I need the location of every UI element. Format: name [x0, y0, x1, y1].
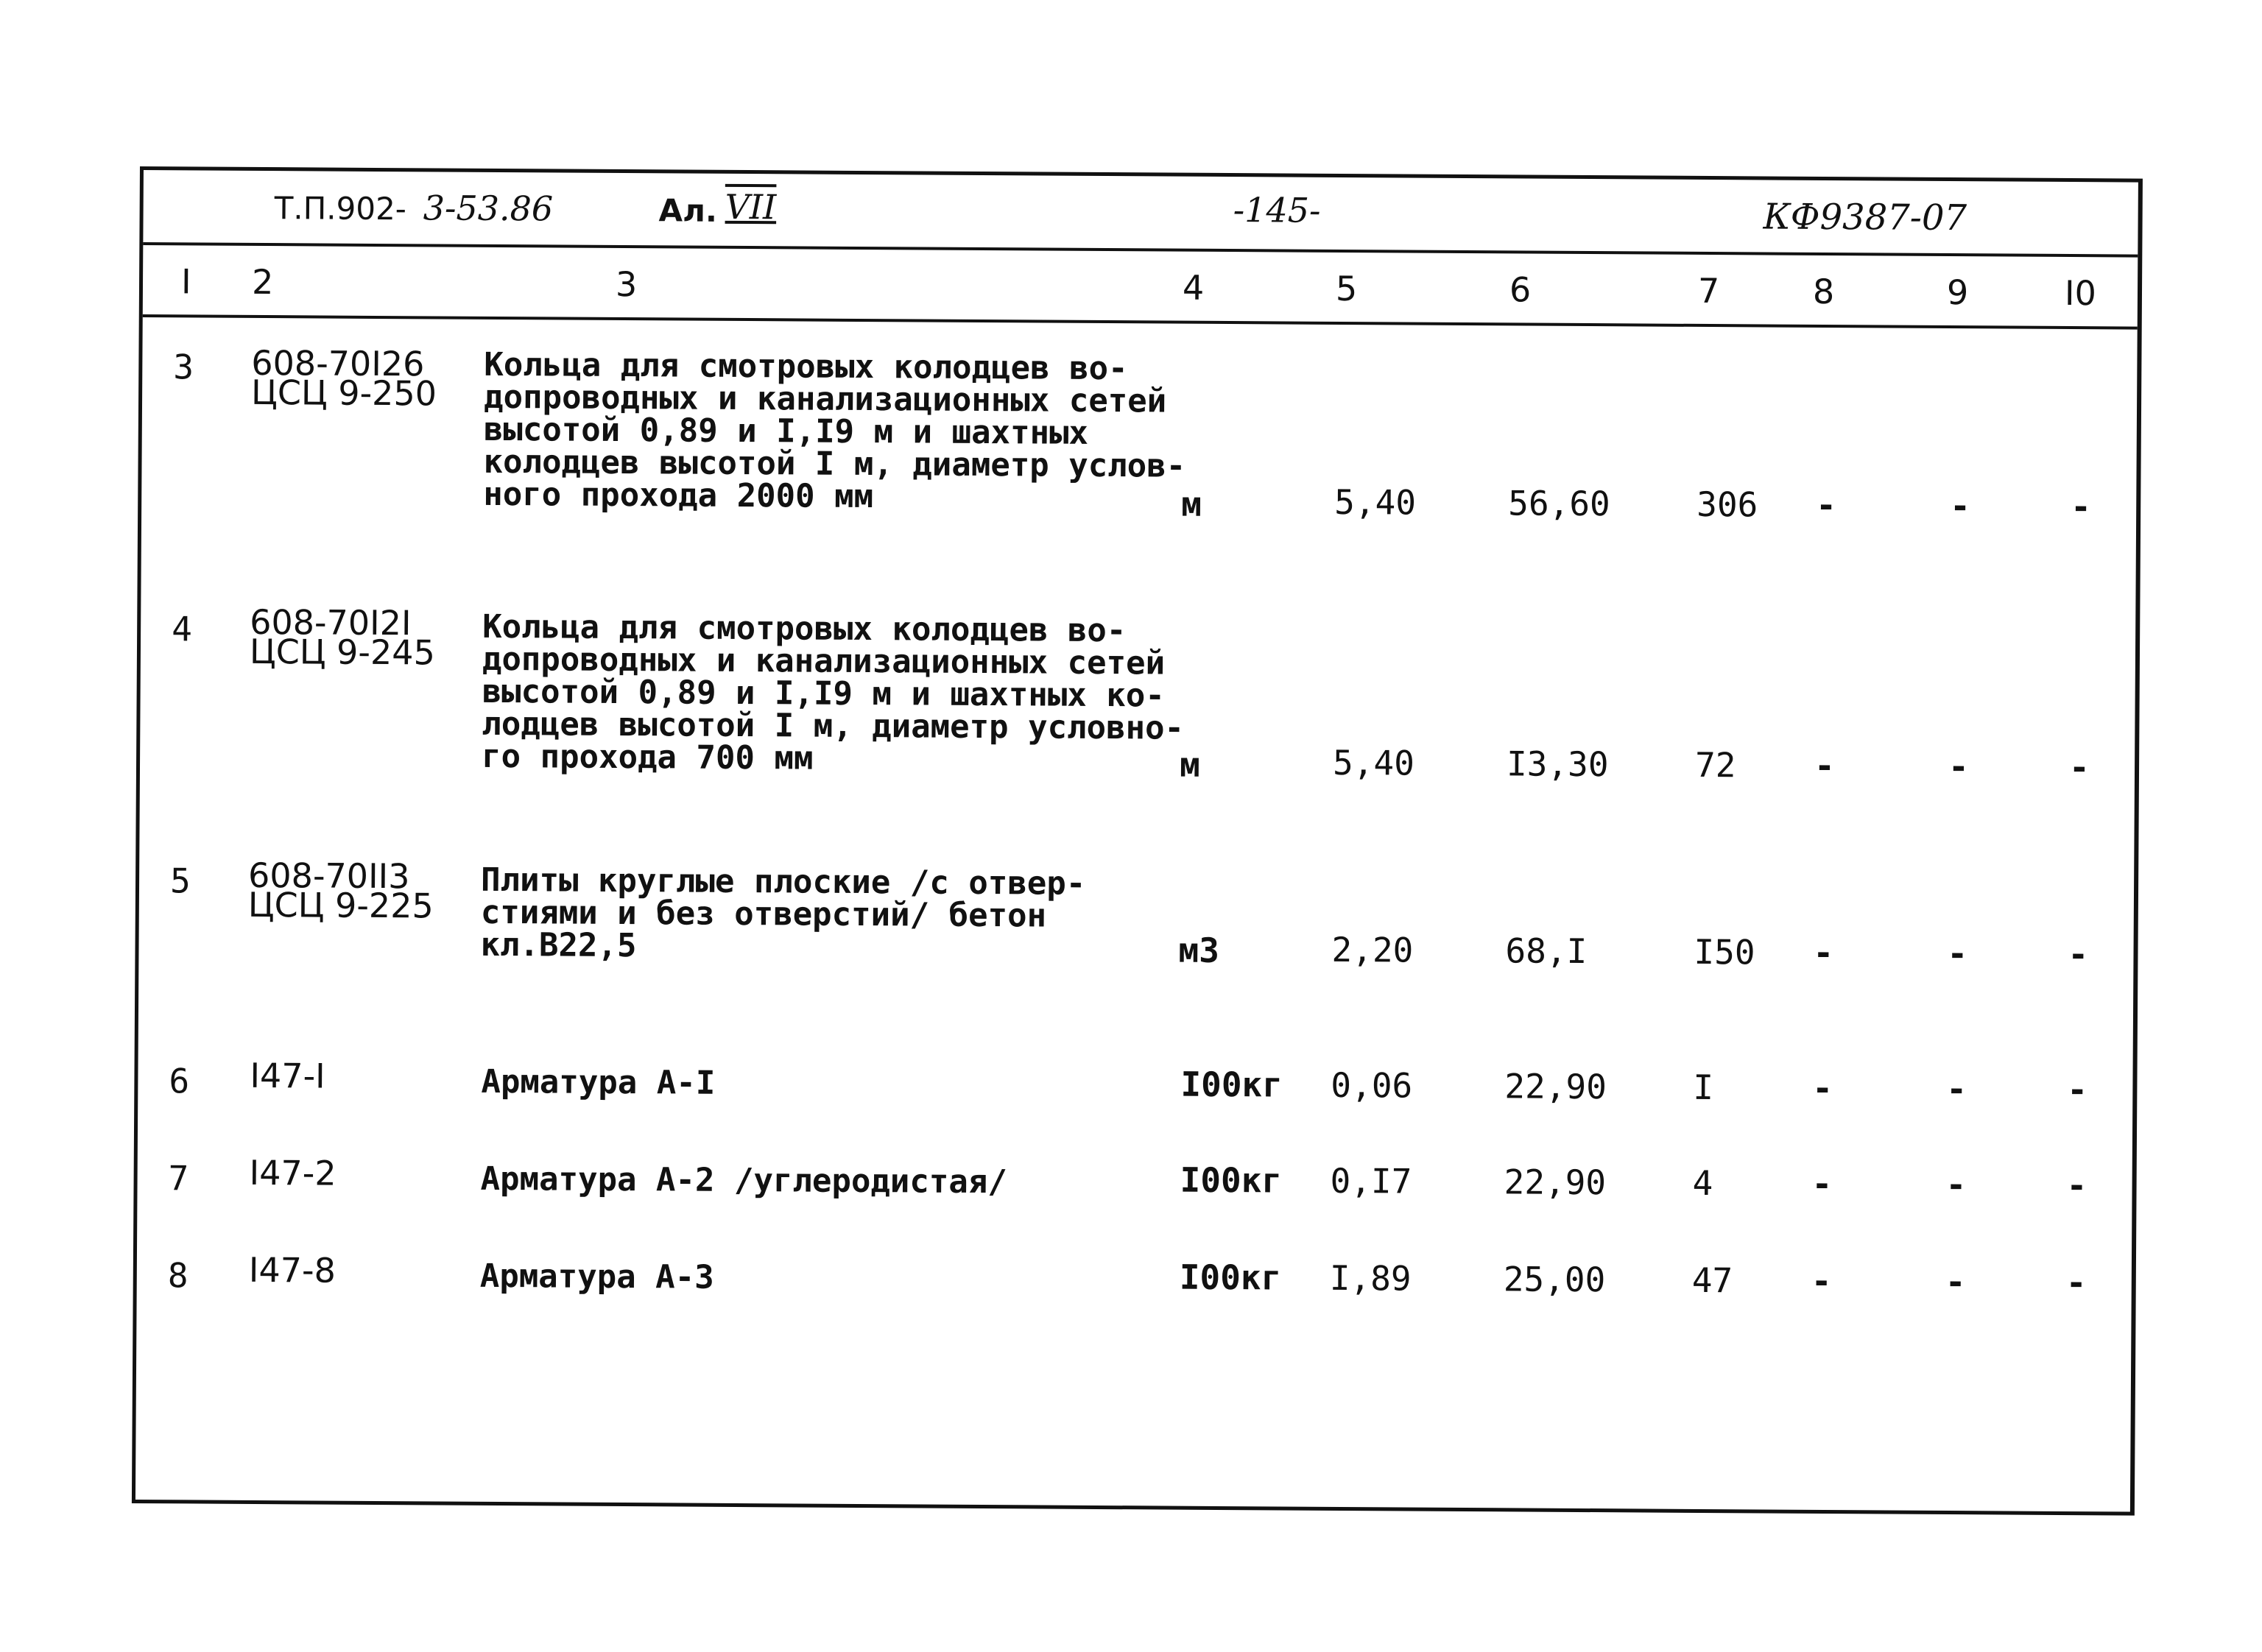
row-number: 6 [169, 1061, 190, 1101]
value-cell: 306 [1696, 484, 1758, 525]
col-header-2: 2 [251, 261, 274, 303]
description-line: го прохода 700 мм [481, 737, 814, 777]
table-frame [132, 166, 2143, 1516]
row-number: 3 [173, 347, 194, 387]
album-number: VII [725, 186, 777, 227]
description-line: Кольца для смотровых колодцев во- [484, 345, 1128, 388]
empty-cell-dash: - [1811, 1163, 1833, 1204]
position-code: I47-I [250, 1055, 325, 1096]
position-code: 608-70I26 [251, 342, 425, 384]
unit-cell: I00кг [1179, 1257, 1282, 1298]
empty-cell-dash: - [1948, 746, 1969, 787]
position-code: I47-8 [248, 1249, 336, 1291]
unit-cell: м [1179, 744, 1200, 785]
col-header-7: 7 [1697, 270, 1720, 311]
position-code: I47-2 [249, 1152, 337, 1193]
unit-cell: I00кг [1180, 1064, 1283, 1105]
description-line: лодцев высотой I м, диаметр условно- [482, 705, 1185, 747]
description-line: Плиты круглые плоские /с отвер- [480, 861, 1086, 903]
description-line: стиями и без отверстий/ бетон [480, 893, 1047, 935]
description-line: допроводных и канализационных сетей [483, 378, 1167, 420]
description-line: Арматура А-3 [479, 1257, 714, 1296]
price-reference: ЦСЦ 9-245 [249, 631, 435, 673]
empty-cell-dash: - [1945, 1262, 1966, 1302]
value-cell: 5,40 [1332, 742, 1415, 783]
value-cell: I [1693, 1067, 1714, 1108]
value-cell: 47 [1691, 1260, 1733, 1301]
description-line: допроводных и канализационных сетей [482, 640, 1166, 682]
description-line: высотой 0,89 и I,I9 м и шахтных [483, 410, 1089, 452]
description-line: высотой 0,89 и I,I9 м и шахтных ко- [482, 672, 1165, 715]
col-header-6: 6 [1509, 269, 1532, 310]
value-cell: 72 [1694, 744, 1736, 786]
value-cell: 5,40 [1334, 481, 1417, 523]
empty-cell-dash: - [2068, 934, 2089, 975]
album-label: Ал. [658, 192, 718, 229]
row-number: 5 [169, 861, 191, 901]
empty-cell-dash: - [1811, 1260, 1832, 1302]
value-cell: 56,60 [1508, 483, 1610, 524]
doc-ref-printed: Т.П.902- [274, 190, 407, 227]
value-cell: 25,00 [1503, 1259, 1606, 1300]
col-header-10: I0 [2064, 272, 2097, 314]
value-cell: 2,20 [1331, 929, 1414, 970]
value-cell: 22,90 [1504, 1162, 1607, 1203]
empty-cell-dash: - [2071, 487, 2092, 527]
empty-cell-dash: - [2065, 1263, 2087, 1303]
col-header-9: 9 [1946, 272, 1969, 313]
description-line: Кольца для смотровых колодцев во- [482, 607, 1127, 650]
col-header-4: 4 [1182, 267, 1205, 308]
empty-cell-dash: - [2068, 747, 2090, 788]
unit-cell: I00кг [1180, 1159, 1283, 1201]
unit-cell: м3 [1178, 930, 1220, 970]
price-reference: ЦСЦ 9-250 [250, 372, 437, 414]
value-cell: 0,I7 [1330, 1160, 1412, 1201]
empty-cell-dash: - [2066, 1165, 2087, 1206]
col-header-5: 5 [1335, 268, 1358, 309]
col-header-1: I [180, 261, 191, 302]
position-code: 608-70II3 [247, 855, 410, 897]
stamp-divider [143, 242, 2138, 258]
value-cell: I3,30 [1506, 744, 1609, 785]
price-reference: ЦСЦ 9-225 [247, 884, 434, 926]
row-number: 8 [167, 1255, 188, 1296]
description-line: кл.В22,5 [480, 925, 637, 965]
col-header-3: 3 [615, 264, 638, 305]
document-code: КФ9387-07 [1763, 196, 1967, 239]
value-cell: 68,I [1505, 931, 1588, 972]
empty-cell-dash: - [1814, 745, 1835, 786]
empty-cell-dash: - [1812, 1067, 1833, 1109]
value-cell: I,89 [1329, 1257, 1412, 1299]
empty-cell-dash: - [1950, 486, 1971, 526]
description-line: Арматура А-2 /углеродистая/ [480, 1159, 1007, 1201]
empty-cell-dash: - [1946, 1069, 1967, 1109]
position-code: 608-70I2I [250, 601, 412, 643]
description-line: ного прохода 2000 мм [483, 475, 874, 516]
value-cell: 22,90 [1504, 1066, 1607, 1107]
doc-ref-handwritten: 3-53.86 [423, 188, 554, 229]
description-line: Арматура А-I [481, 1062, 716, 1102]
row-number: 4 [171, 609, 193, 649]
description-line: колодцев высотой I м, диаметр услов- [483, 442, 1186, 485]
row-number: 7 [168, 1158, 189, 1199]
header-divider [143, 314, 2138, 330]
empty-cell-dash: - [1816, 484, 1837, 526]
unit-cell: м [1181, 484, 1202, 524]
value-cell: 0,06 [1331, 1065, 1413, 1106]
value-cell: 4 [1692, 1162, 1713, 1204]
empty-cell-dash: - [2067, 1070, 2088, 1110]
empty-cell-dash: - [1945, 1165, 1967, 1205]
col-header-8: 8 [1812, 271, 1835, 312]
empty-cell-dash: - [1813, 932, 1834, 973]
value-cell: I50 [1694, 931, 1755, 973]
empty-cell-dash: - [1947, 933, 1968, 974]
page-number: -145- [1233, 190, 1321, 230]
